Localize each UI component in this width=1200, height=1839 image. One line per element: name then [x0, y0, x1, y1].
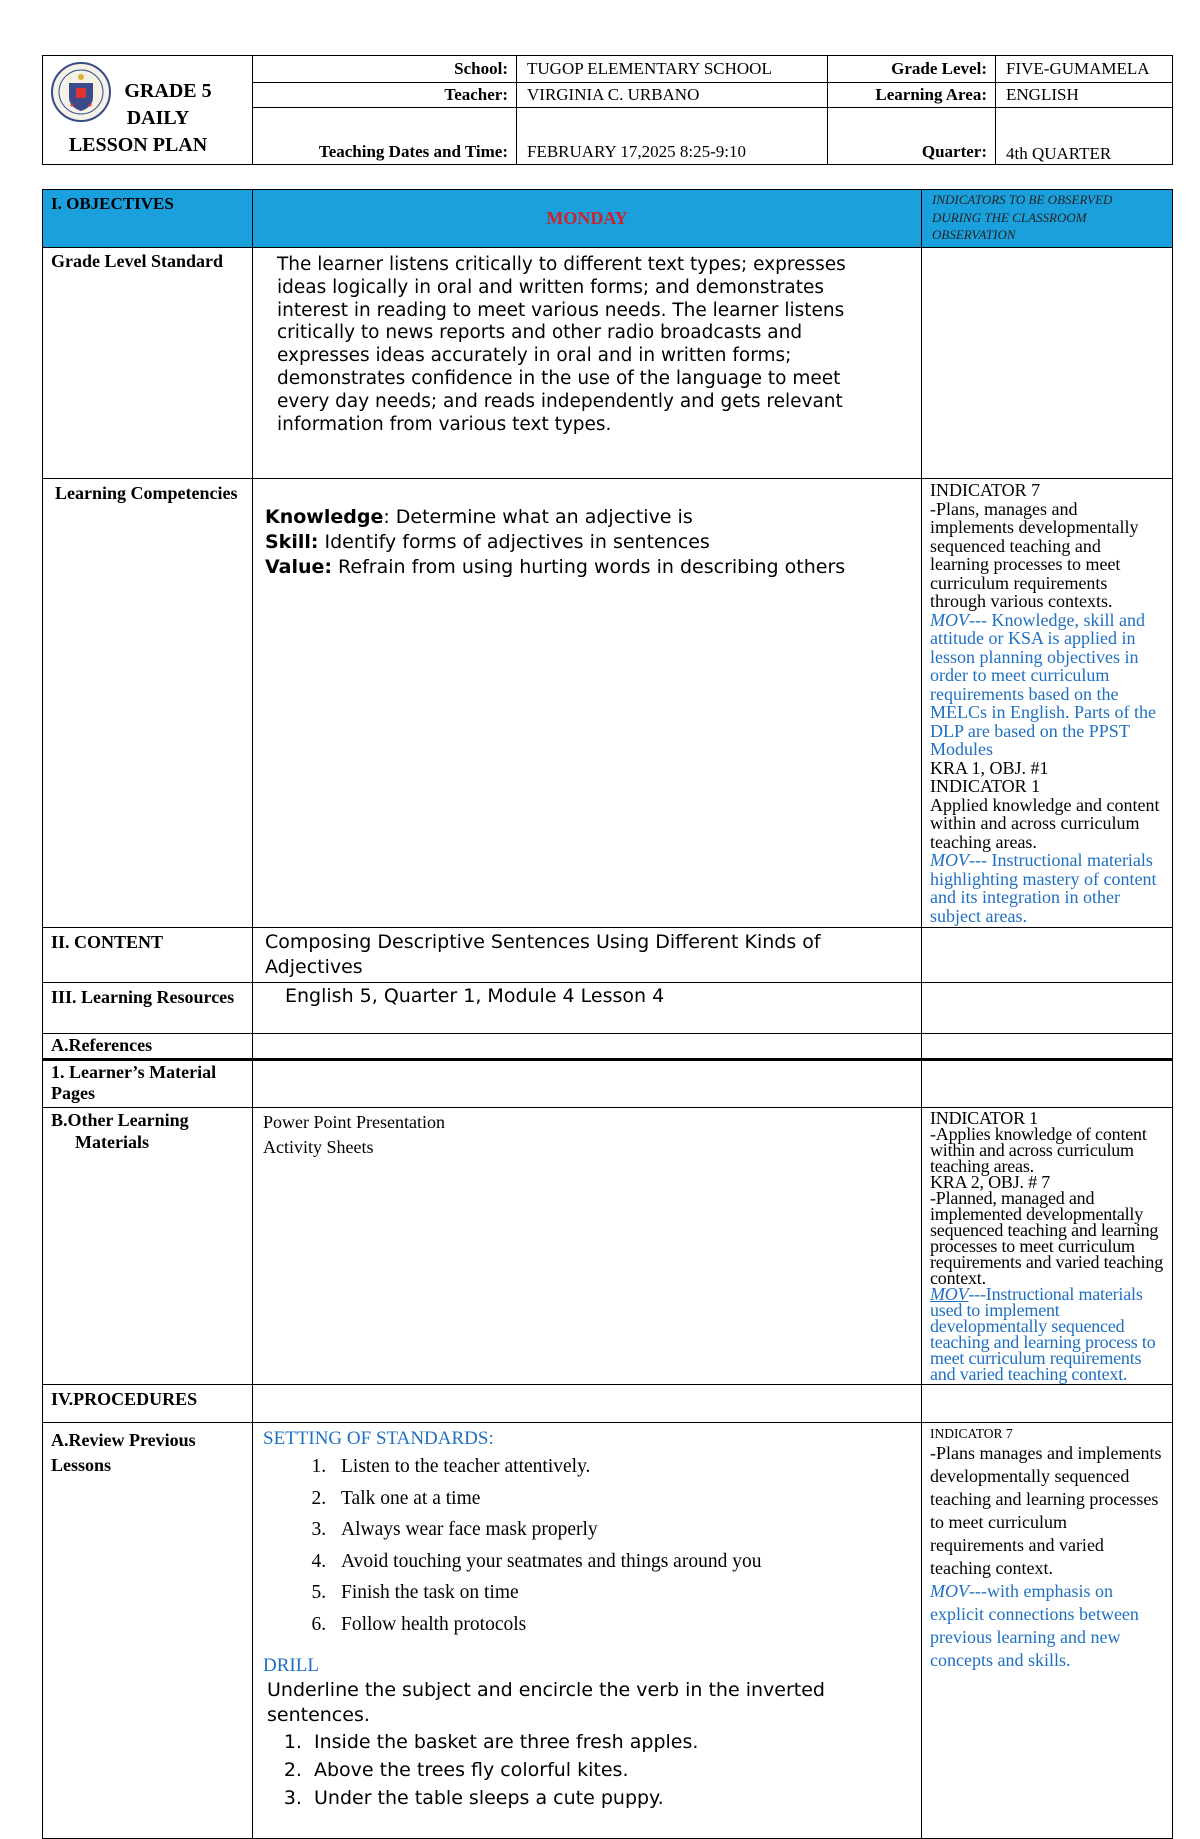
grade-level-value: FIVE-GUMAMELA: [996, 56, 1173, 83]
content-indicator: [922, 928, 1173, 983]
list-item: 2. Above the trees fly colorful kites.: [308, 1756, 911, 1784]
knowledge-text: : Determine what an adjective is: [383, 506, 693, 528]
other-materials-list: [253, 1108, 922, 1385]
learners-material-row: [43, 1060, 1173, 1108]
skill-label: Skill:: [265, 531, 319, 553]
learning-area-value: ENGLISH: [996, 83, 1173, 108]
header-table: [42, 55, 1173, 165]
header-title-cell: [43, 56, 253, 165]
title-line-2: DAILY: [126, 107, 190, 129]
learning-area-label: Learning Area:: [828, 83, 996, 108]
teacher-value: VIRGINIA C. URBANO: [517, 83, 828, 108]
drill-title: DRILL: [263, 1655, 319, 1676]
indicator-text: -Applies knowledge of content within and across curriculum teaching areas.: [930, 1124, 1147, 1176]
skill-line: [265, 530, 909, 555]
teacher-label: Teacher:: [253, 83, 517, 108]
grade-level-label: Grade Level:: [828, 56, 996, 83]
indicator-title: INDICATOR 7: [930, 1426, 1013, 1441]
mov-2-text: --- Instructional materials highlighting mastery of content and its integration in other subject areas.: [930, 850, 1157, 926]
list-item: 5. Finish the task on time: [331, 1577, 911, 1609]
knowledge-label: Knowledge: [265, 506, 384, 528]
other-materials-label: [43, 1108, 253, 1385]
title-line-3: LESSON PLAN: [68, 134, 208, 156]
school-value: TUGOP ELEMENTARY SCHOOL: [517, 56, 828, 83]
review-row: [43, 1423, 1173, 1839]
list-item: 1. Listen to the teacher attentively.: [331, 1451, 911, 1483]
learning-resources-label: III. Learning Resources: [43, 983, 253, 1034]
mov-2-label: MOV: [930, 850, 969, 870]
competencies-content: [253, 479, 922, 928]
quarter-value: 4th QUARTER: [996, 108, 1173, 165]
competencies-label: Learning Competencies: [43, 479, 253, 928]
drill-list: [263, 1728, 911, 1812]
learning-resources-text: English 5, Quarter 1, Module 4 Lesson 4: [253, 983, 922, 1034]
mov-text: --- Knowledge, skill and attitude or KSA is applied in lesson planning objectives in order to meet curriculum requirements based on the MELCs in English. Parts of the DLP are based on the PPST Modules: [930, 609, 1156, 759]
standards-list: [263, 1451, 911, 1640]
references-label: A.References: [43, 1034, 253, 1060]
title-line-1: GRADE 5: [124, 80, 212, 102]
grade-level-standard-label: Grade Level Standard: [43, 248, 253, 479]
mov-block: [930, 611, 1164, 759]
mov-text: ---Instructional materials used to implement developmentally sequenced teaching and learning process to meet curriculum requirements and varied teaching context.: [930, 1284, 1156, 1384]
indicator-title: INDICATOR 7: [930, 480, 1041, 500]
indicator-2-title: INDICATOR 1: [930, 776, 1041, 796]
drill-instruction: Underline the subject and encircle the verb in the inverted sentences.: [267, 1679, 825, 1726]
competencies-indicator: [922, 479, 1173, 928]
list-item: 3. Always wear face mask properly: [331, 1514, 911, 1546]
content-text: Composing Descriptive Sentences Using Different Kinds of Adjectives: [253, 928, 922, 983]
material-item: Power Point Presentation: [263, 1112, 445, 1132]
material-item: Activity Sheets: [263, 1137, 374, 1157]
grade-level-standard-text: The learner listens critically to different text types; expresses ideas logically in oral and written forms; and demonstrates interest in reading to meet various needs. The learner listens critically to news reports and other radio broadcasts and expresses ideas accurately in oral and in written forms; demonstrates confidence in the use of the language to meet every day needs; and reads independently and gets relevant information from various text types.: [253, 248, 922, 479]
mov-label: MOV: [930, 1581, 969, 1601]
value-label: Value:: [265, 556, 333, 578]
indicator-text: -Plans, manages and implements developmentally sequenced teaching and learning processes to meet curriculum requirements through various contexts.: [930, 498, 1139, 611]
list-item: 6. Follow health protocols: [331, 1609, 911, 1641]
quarter-label: Quarter:: [828, 108, 996, 165]
list-item: 1. Inside the basket are three fresh apples.: [308, 1728, 911, 1756]
other-materials-row: [43, 1108, 1173, 1385]
procedures-label: IV.PROCEDURES: [43, 1385, 253, 1423]
mov-label: MOV: [930, 1284, 969, 1304]
other-materials-label-1: B.Other Learning: [51, 1110, 189, 1130]
grade-level-standard-row: [43, 248, 1173, 479]
kra-text: KRA 1, OBJ. #1: [930, 757, 1049, 778]
standards-title: SETTING OF STANDARDS:: [263, 1428, 494, 1449]
indicator-text: -Plans manages and implements developmentally sequenced teaching and learning processes to meet curriculum requirements and varied teaching context.: [930, 1443, 1162, 1578]
indicator-text-2: -Planned, managed and implemented developmentally sequenced teaching and learning processes to meet curriculum requirements and varied teaching context.: [930, 1188, 1163, 1288]
kra-text: KRA 2, OBJ. # 7: [930, 1172, 1051, 1192]
indicators-header: INDICATORS TO BE OBSERVED DURING THE CLASSROOM OBSERVATION: [922, 190, 1173, 248]
list-item: 2. Talk one at a time: [331, 1483, 911, 1515]
competencies-row: [43, 479, 1173, 928]
dates-value: FEBRUARY 17,2025 8:25-9:10: [517, 108, 828, 165]
dates-label: Teaching Dates and Time:: [253, 108, 517, 165]
mov-text: ---with emphasis on explicit connections between previous learning and new concepts and skills.: [930, 1581, 1139, 1670]
lesson-plan-title: [43, 78, 253, 159]
learners-material-label: 1. Learner’s Material Pages: [43, 1060, 253, 1108]
learning-resources-row: [43, 983, 1173, 1034]
procedures-row: [43, 1385, 1173, 1423]
content-row: [43, 928, 1173, 983]
learning-resources-indicator: [922, 983, 1173, 1034]
list-item: 3. Under the table sleeps a cute puppy.: [308, 1784, 911, 1812]
knowledge-line: [265, 505, 909, 530]
mov-block: [930, 1286, 1164, 1382]
review-label: A.Review Previous Lessons: [43, 1423, 253, 1839]
lesson-plan-table: [42, 189, 1173, 1839]
other-materials-indicator: [922, 1108, 1173, 1385]
indicator-2-text: Applied knowledge and content within and across curriculum teaching areas.: [930, 794, 1160, 852]
mov-label: MOV: [930, 609, 969, 630]
objectives-label: I. OBJECTIVES: [43, 190, 253, 248]
review-content: [253, 1423, 922, 1839]
review-indicator: [922, 1423, 1173, 1839]
content-label: II. CONTENT: [43, 928, 253, 983]
mov-2-block: [930, 851, 1164, 925]
grade-level-standard-indicator: [922, 248, 1173, 479]
references-row: [43, 1034, 1173, 1060]
value-line: [265, 555, 909, 580]
value-text: Refrain from using hurting words in describing others: [332, 556, 846, 578]
mov-block: [930, 1580, 1164, 1672]
skill-text: Identify forms of adjectives in sentences: [318, 531, 710, 553]
school-label: School:: [253, 56, 517, 83]
list-item: 4. Avoid touching your seatmates and things around you: [331, 1546, 911, 1578]
day-label: MONDAY: [253, 190, 922, 248]
indicator-title: INDICATOR 1: [930, 1108, 1038, 1128]
objectives-header-row: [43, 190, 1173, 248]
other-materials-label-2: Materials: [75, 1132, 149, 1152]
